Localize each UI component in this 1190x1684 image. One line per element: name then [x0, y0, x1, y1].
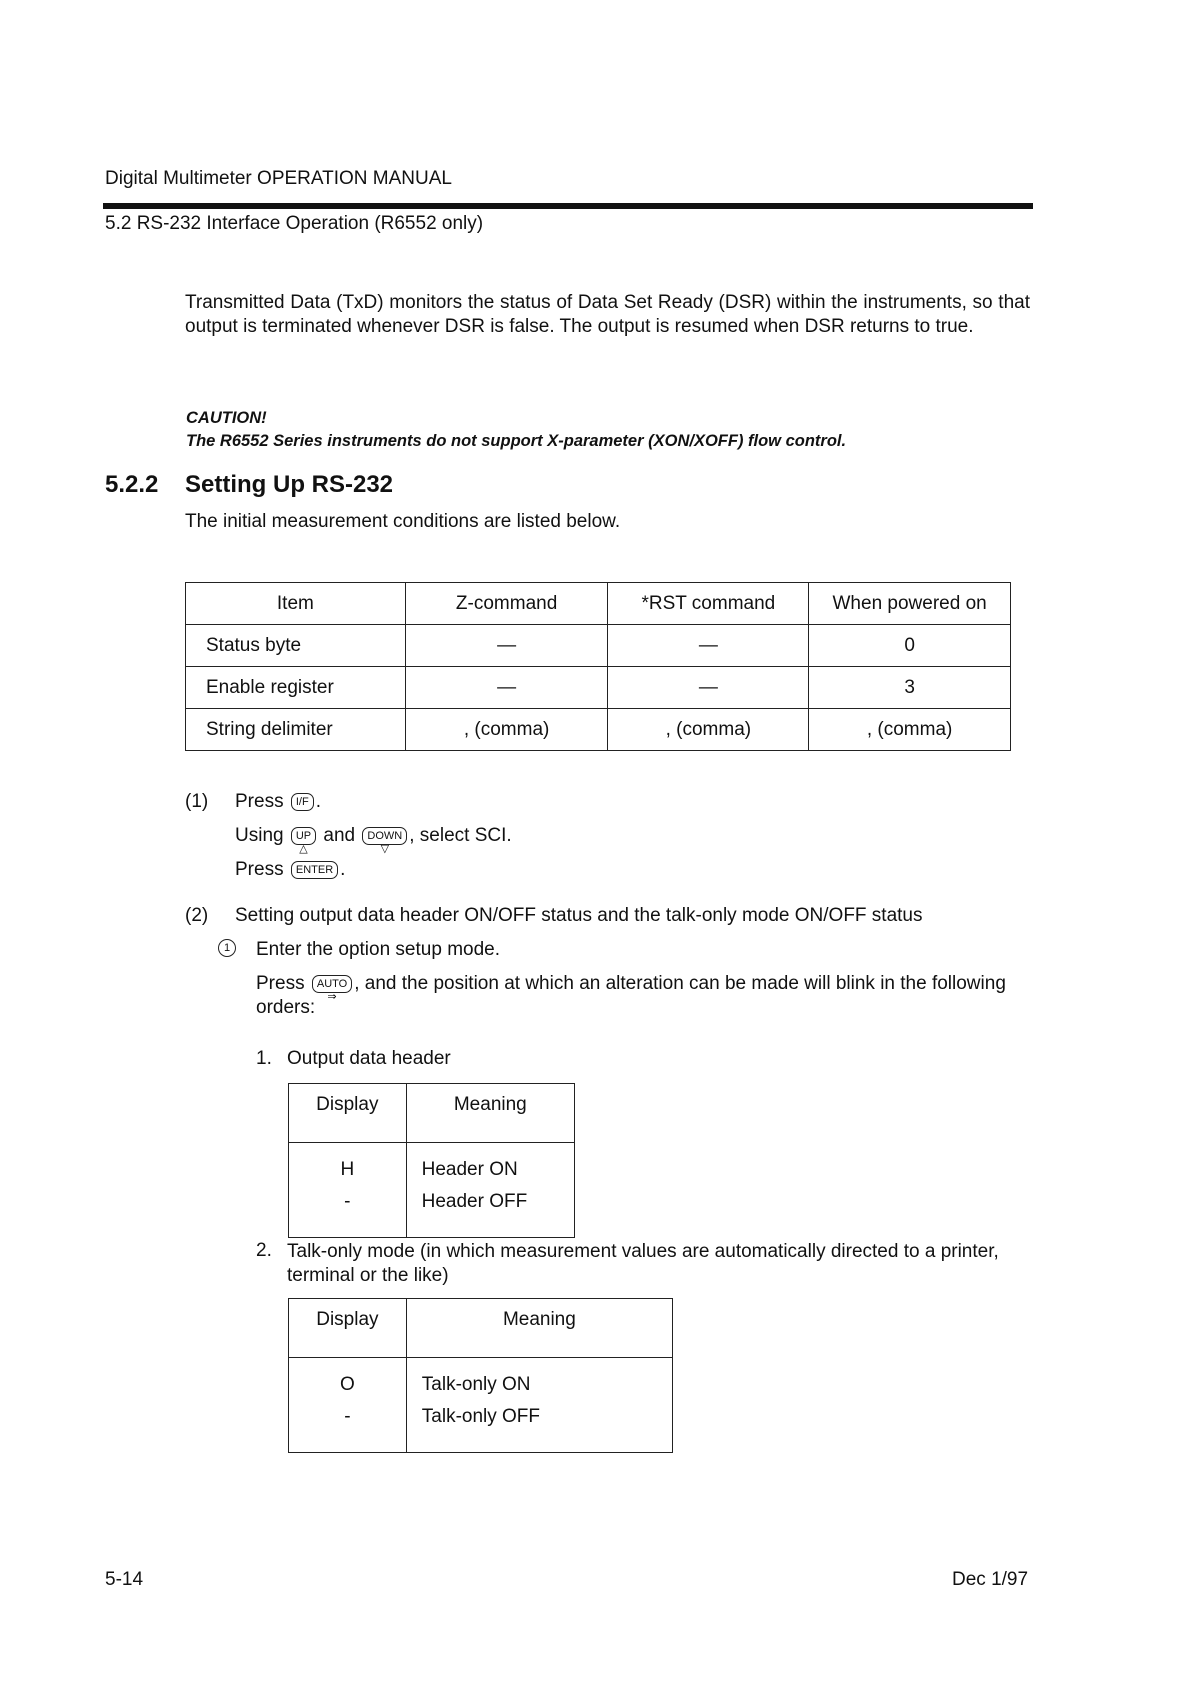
- table-cell: , (comma): [608, 709, 809, 751]
- caution-text: The R6552 Series instruments do not support X-parameter (XON/XOFF) flow control.: [186, 432, 847, 450]
- list-2-text: Talk-only mode (in which measurement values are automatically directed to a printer, terminal or the like): [287, 1241, 999, 1286]
- table-cell: , (comma): [405, 709, 608, 751]
- key-label: I/F: [295, 795, 309, 808]
- table-cell: O: [289, 1358, 407, 1397]
- table-header: Meaning: [406, 1299, 672, 1358]
- up-key-icon: [291, 827, 316, 855]
- table-row: [186, 625, 1011, 667]
- down-arrow-icon: ▽: [380, 842, 390, 855]
- table-cell: 0: [809, 625, 1011, 667]
- step-1-number: (1): [185, 791, 209, 812]
- table-cell: —: [405, 667, 608, 709]
- caution-block: [186, 407, 846, 453]
- list-1-text: Output data header: [287, 1048, 451, 1069]
- table-row: [186, 667, 1011, 709]
- table-row: [186, 709, 1011, 751]
- table-row: [289, 1358, 673, 1397]
- talk-only-table: [288, 1298, 673, 1453]
- table-row: [289, 1396, 673, 1453]
- table-cell: H: [289, 1143, 407, 1182]
- step-2-number: (2): [185, 905, 209, 926]
- step-text: Press: [235, 859, 284, 880]
- table-row: [289, 1143, 575, 1182]
- table-header: Z-command: [405, 583, 608, 625]
- caution-label: CAUTION!: [186, 409, 267, 427]
- table-header: Meaning: [406, 1084, 574, 1143]
- enter-key-icon: [291, 861, 338, 879]
- key-label: UP: [295, 829, 312, 842]
- step-1-line-2: [235, 825, 512, 855]
- key-label: DOWN: [367, 829, 403, 842]
- step-text: Press: [256, 973, 305, 994]
- list-2-number: 2.: [256, 1240, 272, 1261]
- step-text: , and the position at which an alteration can be made will blink in the following orders:: [256, 973, 1006, 1018]
- circled-number: 1: [218, 939, 236, 957]
- table-cell: Status byte: [186, 625, 406, 667]
- table-cell: —: [405, 625, 608, 667]
- intro-paragraph: Transmitted Data (TxD) monitors the status of Data Set Ready (DSR) within the instruments, so that output is terminated whenever DSR is false. The output is resumed when DSR returns to true.: [185, 292, 1030, 337]
- table-cell: Enable register: [186, 667, 406, 709]
- table-header: Display: [289, 1299, 407, 1358]
- output-header-table: [288, 1083, 575, 1238]
- table-cell: —: [608, 667, 809, 709]
- step-text: .: [315, 791, 321, 812]
- revision-date: Dec 1/97: [952, 1569, 1029, 1590]
- step-text: .: [340, 859, 346, 880]
- table-row: [289, 1181, 575, 1238]
- step-text: and: [323, 825, 356, 846]
- step-text: Press: [235, 791, 284, 812]
- step-1-line-1: [235, 791, 321, 813]
- table-header: Item: [186, 583, 406, 625]
- table-cell: String delimiter: [186, 709, 406, 751]
- circled-one-icon: [218, 939, 236, 957]
- step-text: Using: [235, 825, 284, 846]
- step-2-sub-text: Enter the option setup mode.: [256, 939, 500, 960]
- table-header-row: [289, 1299, 673, 1358]
- page-number: 5-14: [105, 1569, 144, 1590]
- table-header: Display: [289, 1084, 407, 1143]
- section-intro: The initial measurement conditions are listed below.: [185, 511, 621, 532]
- key-label: ENTER: [295, 863, 334, 876]
- auto-key-icon: [312, 975, 352, 1003]
- table-cell: Header OFF: [406, 1181, 574, 1238]
- section-breadcrumb: 5.2 RS-232 Interface Operation (R6552 only): [105, 213, 484, 234]
- section-title: Setting Up RS-232: [185, 471, 394, 498]
- list-1-number: 1.: [256, 1048, 272, 1069]
- right-arrow-icon: ⇒: [327, 990, 337, 1003]
- key-label: AUTO: [316, 977, 348, 990]
- table-cell: Talk-only ON: [406, 1358, 672, 1397]
- step-1-line-3: [235, 859, 345, 881]
- table-cell: -: [289, 1181, 407, 1238]
- step-text: , select SCI.: [409, 825, 512, 846]
- table-header: *RST command: [608, 583, 809, 625]
- step-2-press-instruction: [256, 972, 1031, 1020]
- table-cell: 3: [809, 667, 1011, 709]
- table-cell: Header ON: [406, 1143, 574, 1182]
- step-2-text: Setting output data header ON/OFF status and the talk-only mode ON/OFF status: [235, 905, 923, 926]
- table-cell: —: [608, 625, 809, 667]
- if-key-icon: [291, 793, 314, 811]
- table-cell: -: [289, 1396, 407, 1453]
- initial-conditions-table: [185, 582, 1011, 751]
- table-cell: , (comma): [809, 709, 1011, 751]
- up-arrow-icon: △: [299, 842, 308, 855]
- table-header: When powered on: [809, 583, 1011, 625]
- header-rule: [103, 203, 1033, 209]
- down-key-icon: [362, 827, 407, 855]
- section-number: 5.2.2: [105, 471, 159, 498]
- table-header-row: [289, 1084, 575, 1143]
- manual-title: Digital Multimeter OPERATION MANUAL: [105, 168, 452, 189]
- table-header-row: [186, 583, 1011, 625]
- table-cell: Talk-only OFF: [406, 1396, 672, 1453]
